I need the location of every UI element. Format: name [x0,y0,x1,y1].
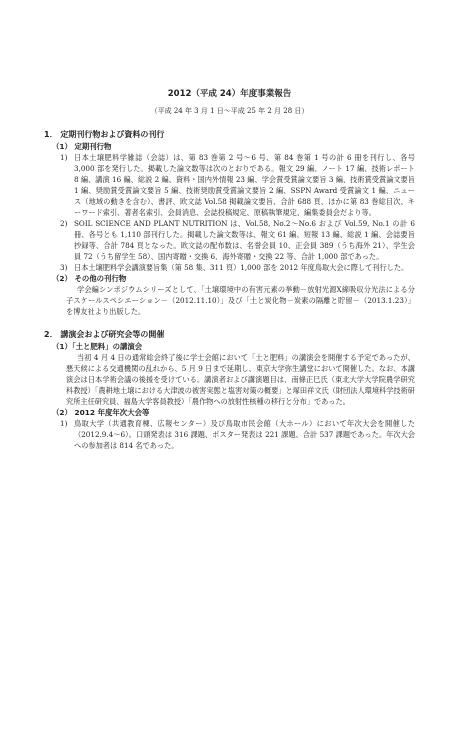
list-item [60,418,415,451]
item-number: 3) [60,263,68,272]
list-item [60,262,415,273]
item-text: 日本土壌肥料学雑誌（会誌）は、第 83 巻第 2 号〜6 号、第 84 巻第 1 号の計 6 冊を刊行し、各号 3,000 部を発行した。掲載した論文数等は次のとおりである。報文 29 編、ノート 17 編、技術レポート 8 編、講演 16 編、総説 2 編、資料・国内外情報 23 編、学会賞受賞論文要旨 3 編、技術賞受賞論文要旨 1 編、奨励賞受賞論文要旨 5 編、技術奨励賞受賞論文要旨 2 編、SSPN Award 受賞論文 1 編、ニュース（地域の動きを含む）、書評、欧文誌 Vol.58 掲載論文要旨、合計 688 頁、ほかに第 83 巻総目次、キーワード索引、著者名索引、会員消息、会誌投稿規定、原稿執筆規定、編集委員会だより等。 [74,153,415,217]
item-text: 日本土壌肥料学会講演要旨集（第 58 集、311 頁）1,000 部を 2012 年度鳥取大会に際して刊行した。 [74,263,409,272]
subsection-2-2-heading: （2） 2012 年度年次大会等 [52,408,150,417]
paragraph: 当初 4 月 4 日の通常総会終了後に学士会館において「土と肥料」の講演会を開催する予定であったが、悪天候による交通機関の乱れから、5 月 9 日まで延期し、東京大学弥生講堂において開催した。なお、本講演会は日本学術会議の後援を受けている。講演者および講演題目は、南條正巳氏（東北大学大学院農学研究科教授）「農耕地土壌における大津波の被害実態と塩害対策の概要」と塚田祥文氏（財団法人環境科学技術研究所主任研究員、福島大学客員教授）「農作物への放射性核種の移行と分布」であった。 [66,353,415,406]
item-number: 1) [60,419,68,428]
list-item [60,152,415,218]
subsection-1-2-heading: （2） その他の刊行物 [52,274,127,283]
section-1-heading: 1． 定期刊行物および資料の刊行 [44,130,165,139]
report-page [0,89,453,729]
item-number: 2) [60,219,68,228]
item-number: 1) [60,153,68,162]
item-text: 鳥取大学（共通教育棟、広報センター）及び鳥取市民会館（大ホール）において年次大会を開催した（2012.9.4〜6）。口頭発表は 316 課題、ポスター発表は 221 課題、合計 537 課題であった。年次大会への参加者は 814 名であった。 [74,419,415,450]
subsection-1-1-heading: （1） 定期刊行物 [52,142,112,151]
paragraph: 学会編シンポジウムシリーズとして、「土壌環境中の有害元素の挙動－放射光源X線吸収分光法による分子スケールスペシエーション－（2012.11.10）」及び「土と炭化物－炭素の隔離と貯留－（2013.1.23）」を博友社より出版した。 [66,285,415,316]
document-period: （平成 24 年 3 月 1 日〜平成 25 年 2 月 28 日） [150,107,309,115]
document-title: 2012（平成 24）年度事業報告 [167,89,292,99]
list-item [60,218,415,262]
subsection-2-1-heading: （1）「土と肥料」の講演会 [52,342,143,351]
item-text: SOIL SCIENCE AND PLANT NUTRITION は、Vol.58, No.2〜No.6 および Vol.59, No.1 の計 6 冊、各号とも 1,110 部刊行した。掲載した論文数等は、報文 61 編、短報 13 編、総説 1 編、会誌要旨抄録等、合計 784 頁となった。欧文誌の配布数は、名誉会員 10、正会員 389（うち海外 21）、学生会員 72（うち留学生 58）、国内寄贈・交換 6、海外寄贈・交換 22 等、合計 1,000 部であった。 [74,219,415,261]
section-2-heading: 2． 講演会および研究会等の開催 [44,330,165,339]
